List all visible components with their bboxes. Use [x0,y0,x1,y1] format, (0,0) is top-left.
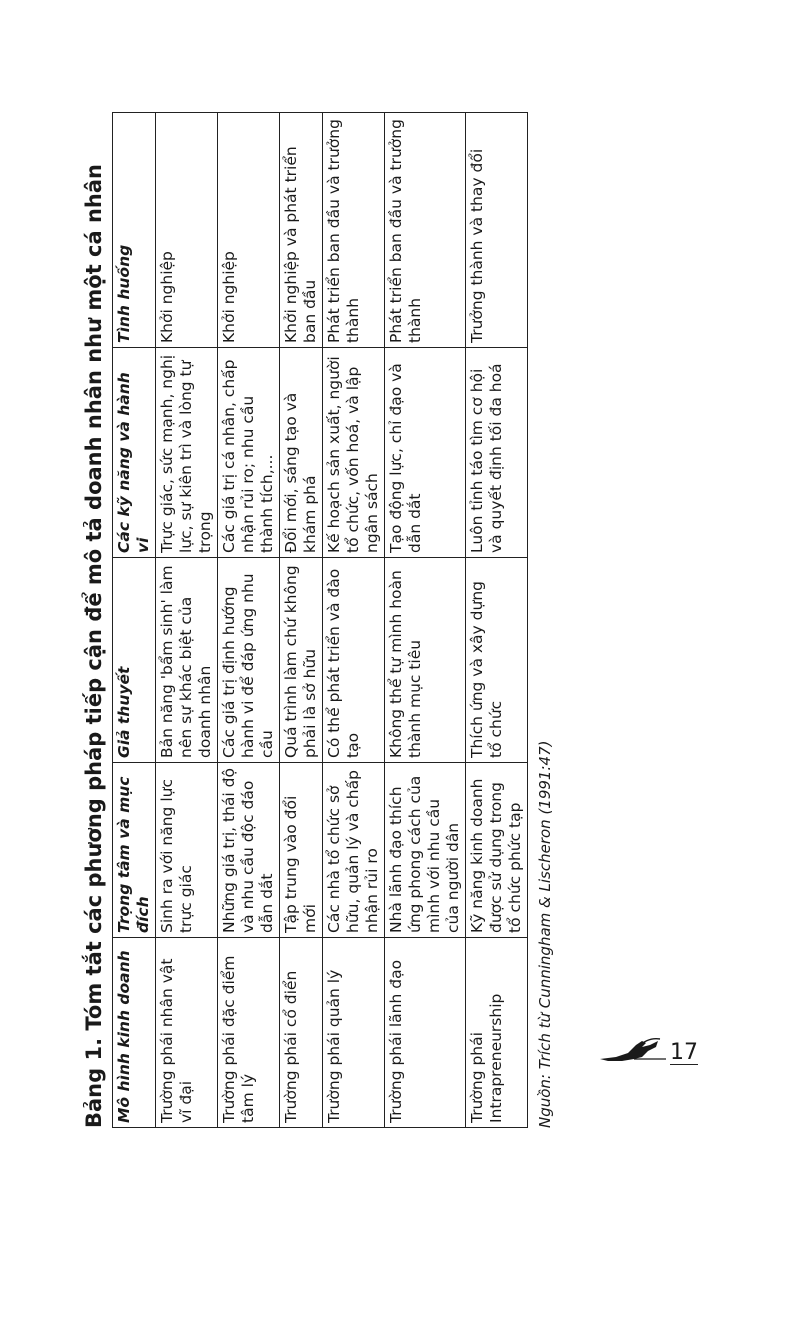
table-cell: Trường phái đặc điểm tâm lý [218,938,280,1128]
rotated-content [80,110,720,1150]
page-footer [598,1035,698,1065]
table-cell: Phát triển ban đầu và trưởng thành [323,113,385,348]
table-cell: Trường phái nhân vật vĩ đại [156,938,218,1128]
header-row [113,113,156,1128]
table-cell: Có thể phát triển và đào tạo [323,558,385,763]
table-cell: Bản năng 'bẩm sinh' làm nên sự khác biệt của doanh nhân [156,558,218,763]
table-cell: Luôn tỉnh táo tìm cơ hội và quyết định tối đa hoá [466,348,528,558]
table-row [385,113,466,1128]
header-cell: Trọng tâm và mục đích [113,763,156,938]
page-number: 17 [670,1040,698,1065]
table-cell: Nhà lãnh đạo thích ứng phong cách của mình với nhu cầu của người dân [385,763,466,938]
table-cell: Các giá trị định hướng hành vi để đáp ứng nhu cầu [218,558,280,763]
table-cell: Các nhà tổ chức sở hữu, quản lý và chấp nhận rủi ro [323,763,385,938]
table-cell: Các giá trị cá nhân, chấp nhận rủi ro; nhu cầu thành tích,... [218,348,280,558]
table-cell: Quá trình làm chứ không phải là sở hữu [280,558,323,763]
table-cell: Khởi nghiệp [218,113,280,348]
table-cell: Khởi nghiệp [156,113,218,348]
table-cell: Trường phái cổ điển [280,938,323,1128]
table-cell: Thích ứng và xây dựng tổ chức [466,558,528,763]
table-cell: Tạo động lực, chỉ đạo và dẫn dắt [385,348,466,558]
table-row [466,113,528,1128]
table-cell: Phát triển ban đầu và trưởng thành [385,113,466,348]
table-cell: Trường phái quản lý [323,938,385,1128]
table-cell: Trực giác, sức mạnh, nghị lực, sự kiên trì và lòng tự trọng [156,348,218,558]
summary-table [112,112,528,1128]
table-row [280,113,323,1128]
header-cell: Tình huống [113,113,156,348]
header-cell: Giả thuyết [113,558,156,763]
table-cell: Trưởng thành và thay đổi [466,113,528,348]
table-cell: Những giá trị, thái độ và nhu cầu độc đáo dẫn dắt [218,763,280,938]
table-cell: Sinh ra với năng lực trực giác [156,763,218,938]
table-row [323,113,385,1128]
header-cell: Các kỹ năng và hành vi [113,348,156,558]
table-cell: Kỹ năng kinh doanh được sử dụng trong tổ chức phức tạp [466,763,528,938]
table-cell: Không thể tự mình hoàn thành mục tiêu [385,558,466,763]
header-cell: Mô hình kinh doanh [113,938,156,1128]
table-cell: Tập trung vào đổi mới [280,763,323,938]
table-cell: Đổi mới, sáng tạo và khám phá [280,348,323,558]
table-cell: Trường phái Intrapreneurship [466,938,528,1128]
table-cell: Khởi nghiệp và phát triển ban đầu [280,113,323,348]
table-row [156,113,218,1128]
table-row [218,113,280,1128]
table-title: Bảng 1. Tóm tắt các phương pháp tiếp cận để mô tả doanh nhân như một cá nhân [82,164,106,1128]
source-note: Nguồn: Trích từ Cunningham & Lischeron (1991:47) [536,740,554,1128]
ornament-icon [598,1035,668,1065]
table-cell: Kế hoạch sản xuất, người tổ chức, vốn hoá, và lập ngân sách [323,348,385,558]
table-cell: Trường phái lãnh đạo [385,938,466,1128]
